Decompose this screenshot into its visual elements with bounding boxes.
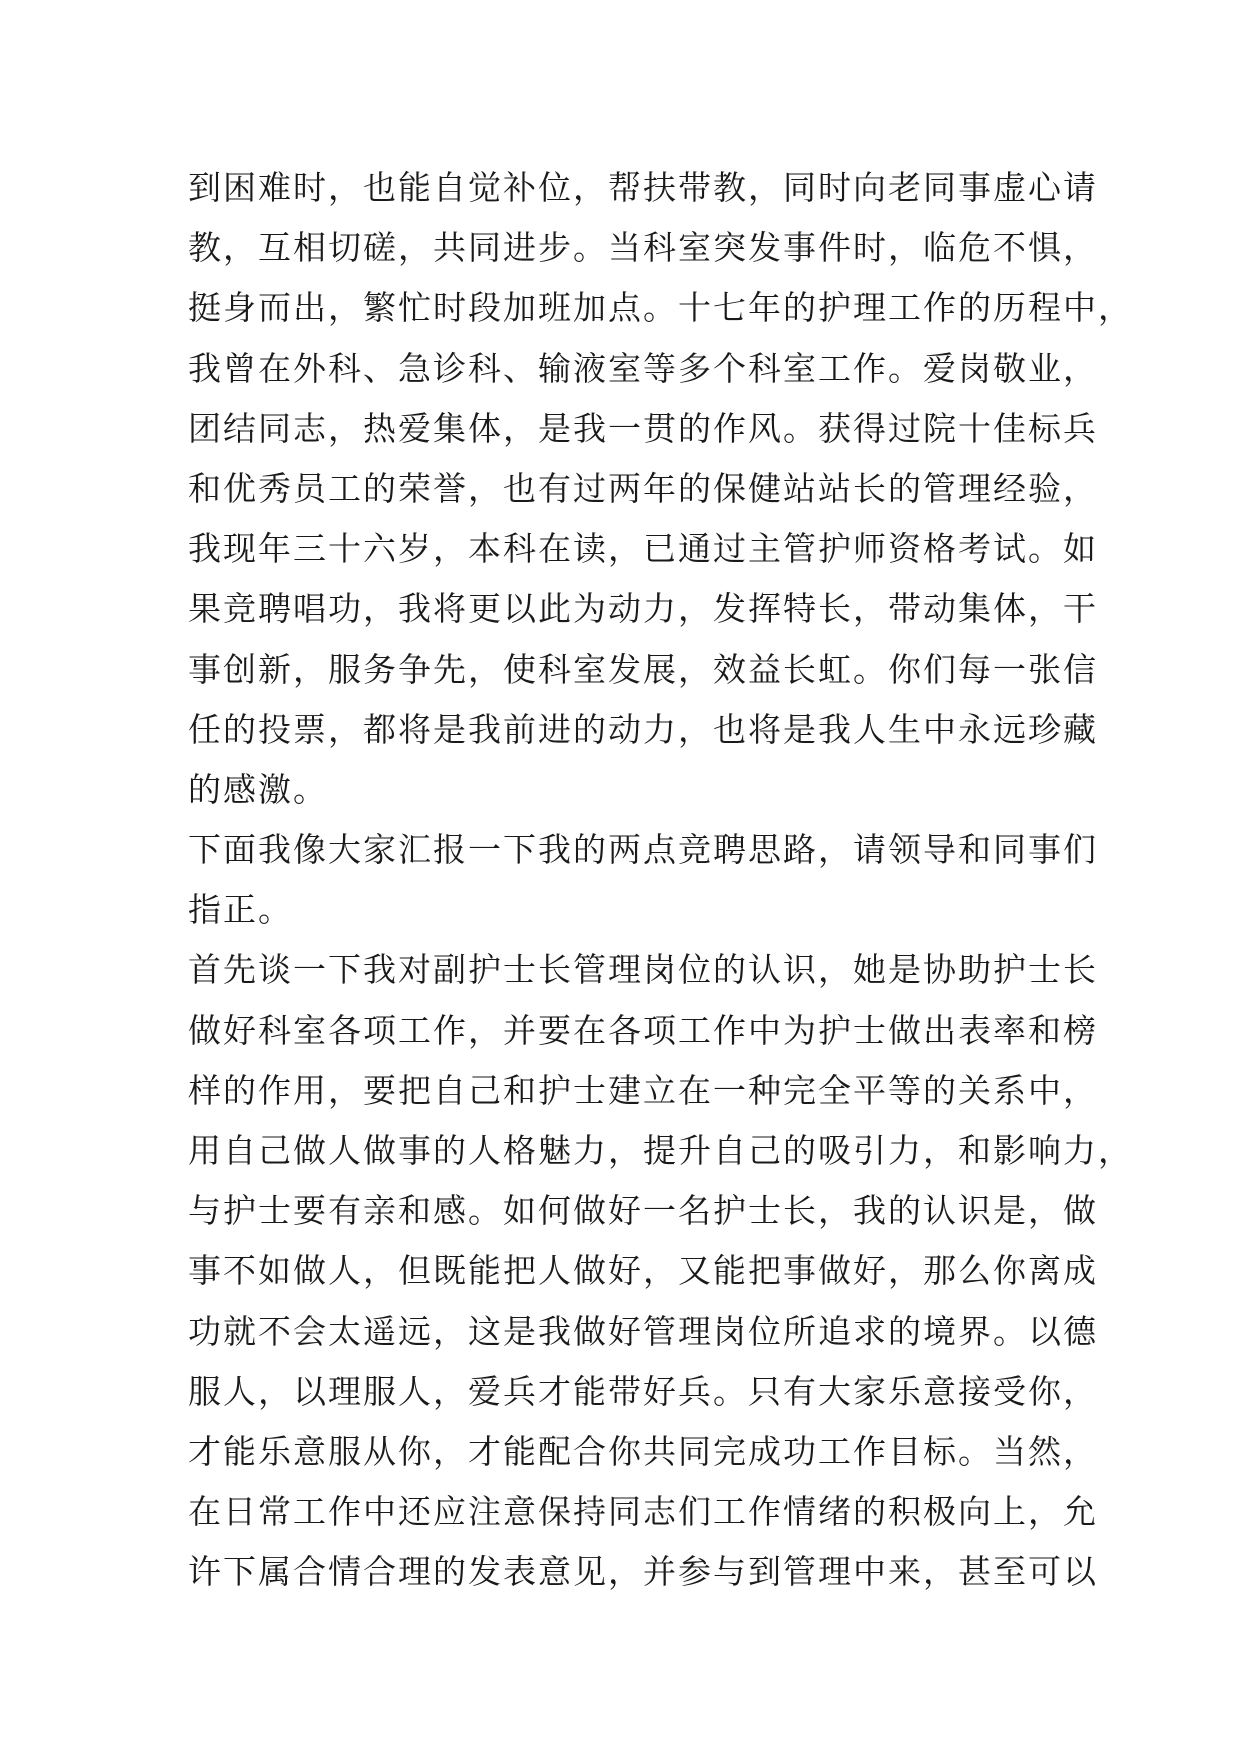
text-line: 团结同志，热爱集体，是我一贯的作风。获得过院十佳标兵 bbox=[188, 408, 1098, 448]
document-body bbox=[188, 158, 1133, 1603]
paragraph-3 bbox=[188, 940, 1133, 1602]
text-line: 事创新，服务争先，使科室发展，效益长虹。你们每一张信 bbox=[188, 649, 1098, 689]
text-line: 许下属合情合理的发表意见，并参与到管理中来，甚至可以 bbox=[188, 1552, 1098, 1592]
text-line: 做好科室各项工作，并要在各项工作中为护士做出表率和榜 bbox=[188, 1010, 1098, 1050]
text-line: 我现年三十六岁，本科在读，已通过主管护师资格考试。如 bbox=[188, 529, 1098, 569]
text-line: 首先谈一下我对副护士长管理岗位的认识，她是协助护士长 bbox=[188, 950, 1098, 990]
text-line: 下面我像大家汇报一下我的两点竞聘思路，请领导和同事们 bbox=[188, 830, 1098, 870]
text-line: 用自己做人做事的人格魅力，提升自己的吸引力，和影响力， bbox=[188, 1131, 1133, 1170]
text-line: 挺身而出，繁忙时段加班加点。十七年的护理工作的历程中， bbox=[188, 288, 1133, 328]
text-line: 到困难时，也能自觉补位，帮扶带教，同时向老同事虚心请 bbox=[188, 168, 1098, 207]
text-line: 样的作用，要把自己和护士建立在一种完全平等的关系中， bbox=[188, 1070, 1098, 1110]
text-line: 指正。 bbox=[188, 890, 293, 930]
text-line: 任的投票，都将是我前进的动力，也将是我人生中永远珍藏 bbox=[188, 709, 1098, 749]
paragraph-2 bbox=[188, 820, 1098, 940]
text-line: 和优秀员工的荣誉，也有过两年的保健站站长的管理经验， bbox=[188, 468, 1098, 508]
text-line: 服人，以理服人，爱兵才能带好兵。只有大家乐意接受你， bbox=[188, 1371, 1098, 1411]
text-line: 才能乐意服从你，才能配合你共同完成功工作目标。当然， bbox=[188, 1431, 1098, 1471]
text-line: 在日常工作中还应注意保持同志们工作情绪的积极向上，允 bbox=[188, 1492, 1098, 1532]
paragraph-1 bbox=[188, 158, 1133, 820]
text-line: 功就不会太遥远，这是我做好管理岗位所追求的境界。以德 bbox=[188, 1311, 1098, 1351]
text-line: 的感激。 bbox=[188, 769, 328, 809]
text-line: 与护士要有亲和感。如何做好一名护士长，我的认识是，做 bbox=[188, 1191, 1098, 1231]
text-line: 教，互相切磋，共同进步。当科室突发事件时，临危不惧， bbox=[188, 228, 1098, 268]
text-line: 事不如做人，但既能把人做好，又能把事做好，那么你离成 bbox=[188, 1251, 1098, 1291]
text-line: 果竞聘唱功，我将更以此为动力，发挥特长，带动集体，干 bbox=[188, 589, 1098, 629]
text-line: 我曾在外科、急诊科、输液室等多个科室工作。爱岗敬业， bbox=[188, 348, 1098, 388]
